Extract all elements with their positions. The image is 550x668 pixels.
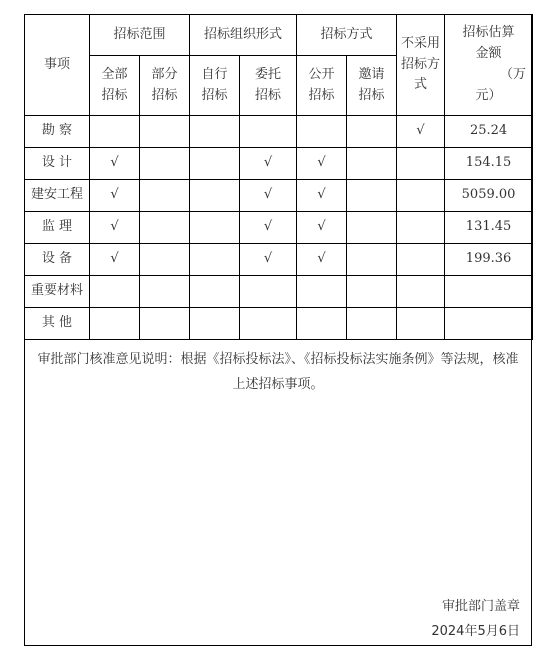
- approval-notes-section: [24, 345, 532, 646]
- header-method: [297, 15, 397, 56]
- cell-invite: [347, 180, 397, 212]
- cell-invite: [347, 212, 397, 244]
- row-item: 勘 察: [25, 116, 90, 148]
- header-no-tender-line3: 式: [414, 77, 428, 93]
- cell-open: √: [297, 212, 347, 244]
- approval-date: 2024年5月6日: [431, 624, 520, 639]
- cell-invite: [347, 276, 397, 308]
- cell-self: [190, 244, 240, 276]
- table-row: [25, 276, 533, 308]
- cell-amount: [445, 308, 533, 340]
- header-scope-part-line1: 部分: [151, 66, 178, 82]
- cell-part: [140, 276, 190, 308]
- cell-full: [90, 116, 140, 148]
- header-org-self-line2: 招标: [201, 87, 228, 103]
- header-org-self-line1: 自行: [201, 66, 228, 82]
- cell-open: [297, 276, 347, 308]
- header-org-entrust: [240, 56, 297, 116]
- table-row: [25, 148, 533, 180]
- table-row: [25, 116, 533, 148]
- cell-none: [397, 308, 445, 340]
- header-method-open-line1: 公开: [308, 66, 335, 82]
- row-item: 设 计: [25, 148, 90, 180]
- row-item: 设 备: [25, 244, 90, 276]
- tender-approval-table: [24, 14, 533, 340]
- cell-part: [140, 148, 190, 180]
- header-amount-line1: 招标估算: [462, 25, 515, 41]
- header-org-form-label: 招标组织形式: [204, 26, 283, 42]
- header-no-tender: [397, 15, 445, 116]
- cell-self: [190, 180, 240, 212]
- cell-amount: [445, 276, 533, 308]
- cell-amount: 25.24: [445, 116, 533, 148]
- header-item-label: 事项: [43, 56, 70, 72]
- approval-stamp-label: 审批部门盖章: [441, 599, 520, 614]
- table-row: [25, 180, 533, 212]
- cell-invite: [347, 116, 397, 148]
- header-scope-label: 招标范围: [113, 26, 166, 42]
- header-amount: [445, 15, 533, 116]
- header-row-1: [25, 15, 533, 56]
- row-item: 监 理: [25, 212, 90, 244]
- header-no-tender-line1: 不采用: [401, 35, 441, 51]
- cell-entrust: [240, 276, 297, 308]
- header-org-entrust-line1: 委托: [255, 66, 282, 82]
- header-method-open: [297, 56, 347, 116]
- table-row: [25, 212, 533, 244]
- cell-open: [297, 308, 347, 340]
- cell-self: [190, 116, 240, 148]
- cell-entrust: √: [240, 212, 297, 244]
- cell-self: [190, 148, 240, 180]
- row-item: 其 他: [25, 308, 90, 340]
- header-scope: [90, 15, 190, 56]
- cell-self: [190, 308, 240, 340]
- cell-full: [90, 308, 140, 340]
- header-amount-line3: （万: [500, 67, 527, 82]
- cell-entrust: √: [240, 180, 297, 212]
- header-scope-full: [90, 56, 140, 116]
- header-amount-line4: 元）: [475, 87, 502, 103]
- table-row: [25, 244, 533, 276]
- table-row: [25, 308, 533, 340]
- header-no-tender-line2: 招标方: [401, 56, 441, 72]
- cell-amount: 199.36: [445, 244, 533, 276]
- header-scope-full-line1: 全部: [101, 66, 128, 82]
- approval-notes-text: 审批部门核准意见说明：根据《招标投标法》、《招标投标法实施条例》等法规，核准上述招标事项。: [37, 352, 519, 392]
- cell-full: √: [90, 180, 140, 212]
- header-method-invite-line2: 招标: [358, 87, 385, 103]
- cell-entrust: [240, 308, 297, 340]
- header-org-form: [190, 15, 297, 56]
- cell-entrust: [240, 116, 297, 148]
- cell-part: [140, 244, 190, 276]
- header-scope-part: [140, 56, 190, 116]
- cell-none: [397, 180, 445, 212]
- cell-none: [397, 148, 445, 180]
- header-item: [25, 15, 90, 116]
- row-item: 建安工程: [25, 180, 90, 212]
- cell-invite: [347, 148, 397, 180]
- cell-part: [140, 308, 190, 340]
- header-scope-part-line2: 招标: [151, 87, 178, 103]
- cell-part: [140, 116, 190, 148]
- header-org-self: [190, 56, 240, 116]
- cell-amount: 131.45: [445, 212, 533, 244]
- cell-none: [397, 276, 445, 308]
- cell-none: [397, 244, 445, 276]
- cell-amount: 5059.00: [445, 180, 533, 212]
- cell-invite: [347, 308, 397, 340]
- header-method-open-line2: 招标: [308, 87, 335, 103]
- cell-none: [397, 212, 445, 244]
- cell-open: √: [297, 148, 347, 180]
- header-method-label: 招标方式: [320, 26, 373, 42]
- cell-full: [90, 276, 140, 308]
- header-method-invite-line1: 邀请: [358, 66, 385, 82]
- cell-open: √: [297, 244, 347, 276]
- cell-open: √: [297, 180, 347, 212]
- cell-amount: 154.15: [445, 148, 533, 180]
- cell-none: √: [397, 116, 445, 148]
- cell-entrust: √: [240, 244, 297, 276]
- cell-part: [140, 212, 190, 244]
- cell-invite: [347, 244, 397, 276]
- header-org-entrust-line2: 招标: [255, 87, 282, 103]
- cell-entrust: √: [240, 148, 297, 180]
- row-item: 重要材料: [25, 276, 90, 308]
- header-scope-full-line2: 招标: [101, 87, 128, 103]
- header-method-invite: [347, 56, 397, 116]
- cell-full: √: [90, 148, 140, 180]
- cell-part: [140, 180, 190, 212]
- cell-self: [190, 276, 240, 308]
- cell-full: √: [90, 212, 140, 244]
- cell-open: [297, 116, 347, 148]
- cell-full: √: [90, 244, 140, 276]
- cell-self: [190, 212, 240, 244]
- header-amount-line2: 金额: [475, 46, 502, 62]
